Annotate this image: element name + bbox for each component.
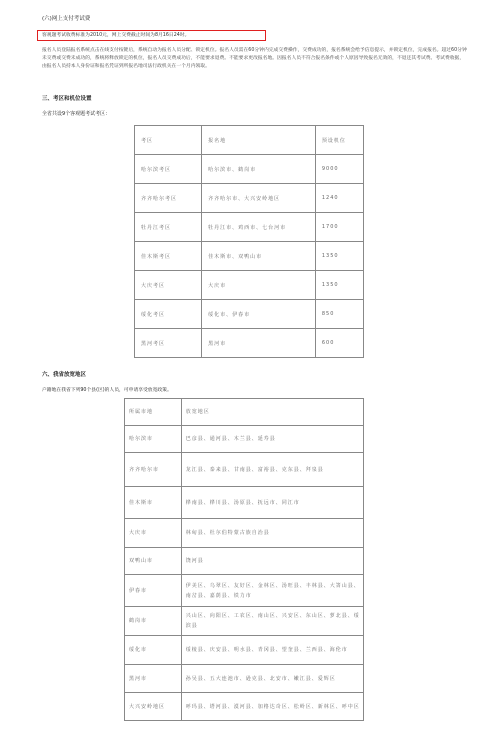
table-cell: 牡丹江考区	[135, 213, 202, 242]
table-cell: 大庆考区	[135, 271, 202, 300]
table-cell: 齐齐哈尔市	[125, 453, 182, 487]
table-cell: 600	[315, 329, 363, 358]
table-cell: 1350	[315, 271, 363, 300]
payment-paragraph: 报名人员登陆报名系统点击在线支付按键后，系统自动为报名人员分配、锁定机位。报名人员需在60分钟内完成交费操作，交费成功的，报名系统会给予信息提示，并锁定机位，完成报名。超过60分钟未交费或交费未成功的，系统将释放锁定的机位，报名人员交费成功后，不能要求退费。不能要求更改报名地。因报名人员不符合报名条件或个人原因导致报名无效的，不退还其考试费。考试费收据，由报名人员持本人身份证和报名凭证到所报名地司法行政机关在一个月内领取。	[42, 48, 467, 69]
table-cell: 绥化市、伊春市	[202, 300, 316, 329]
table-row	[135, 329, 364, 358]
table-cell: 巴彦县、通河县、木兰县、延寿县	[181, 426, 363, 453]
exam-area-table	[134, 125, 364, 358]
table-cell: 绥化考区	[135, 300, 202, 329]
table-row	[135, 300, 364, 329]
exam-intro: 全省共设9个客观题考试考区：	[42, 111, 111, 117]
table-cell: 1700	[315, 213, 363, 242]
table-cell: 牡丹江市、鸡西市、七台河市	[202, 213, 316, 242]
table-cell: 哈尔滨考区	[135, 155, 202, 184]
table-cell: 伊美区、乌翠区、友好区、金林区、汤旺县、丰林县、大箐山县、南岔县、嘉荫县、铁力市	[181, 575, 363, 607]
table-cell: 鹤岗市	[125, 607, 182, 636]
relax-section-title: 六、我省放宽地区	[42, 372, 87, 378]
table-row	[135, 213, 364, 242]
table-row	[125, 693, 364, 721]
table-cell: 林甸县、杜尔伯特蒙古族自治县	[181, 519, 363, 548]
table-row	[125, 575, 364, 607]
table-cell: 佳木斯考区	[135, 242, 202, 271]
table-cell: 绥棱县、庆安县、明水县、青冈县、望奎县、兰西县、海伦市	[181, 636, 363, 665]
table-cell: 大兴安岭地区	[125, 693, 182, 721]
table-row	[125, 548, 364, 575]
table-header-row	[125, 399, 364, 426]
table-cell: 绥化市	[125, 636, 182, 665]
table-row	[125, 636, 364, 665]
table-cell: 850	[315, 300, 363, 329]
table-cell: 哈尔滨市	[125, 426, 182, 453]
table-cell: 黑河市	[125, 665, 182, 693]
table-cell: 呼玛县、塔河县、漠河县、加格达奇区、松岭区、新林区、呼中区	[181, 693, 363, 721]
table-cell: 双鸭山市	[125, 548, 182, 575]
relax-area-table	[124, 398, 364, 721]
header-cell: 所属市地	[125, 399, 182, 426]
table-cell: 1350	[315, 242, 363, 271]
header-cell: 预设机位	[315, 126, 363, 155]
table-cell: 大庆市	[202, 271, 316, 300]
table-row	[125, 519, 364, 548]
payment-section-title: (六)网上支付考试费	[42, 16, 91, 22]
table-cell: 9000	[315, 155, 363, 184]
table-cell: 黑河考区	[135, 329, 202, 358]
table-row	[135, 242, 364, 271]
table-row	[125, 426, 364, 453]
table-cell: 1240	[315, 184, 363, 213]
table-cell: 佳木斯市	[125, 487, 182, 519]
table-header-row	[135, 126, 364, 155]
header-cell: 放宽地区	[181, 399, 363, 426]
table-cell: 孙吴县、五大连池市、逊克县、北安市、嫩江县、爱辉区	[181, 665, 363, 693]
header-cell: 考区	[135, 126, 202, 155]
table-row	[135, 271, 364, 300]
relax-intro: 户籍地在我省下列90个县(区)的人员，可申请享受放宽政策。	[42, 388, 172, 393]
table-row	[135, 155, 364, 184]
table-cell: 哈尔滨市、鹤岗市	[202, 155, 316, 184]
table-cell: 齐齐哈尔市、大兴安岭地区	[202, 184, 316, 213]
fee-notice-box: 客观题考试收费标准为2010元，网上交费截止时间为8月16日24时。	[37, 30, 266, 41]
table-cell: 饶河县	[181, 548, 363, 575]
table-cell: 兴山区、向阳区、工农区、南山区、兴安区、东山区、萝北县、绥滨县	[181, 607, 363, 636]
header-cell: 报名地	[202, 126, 316, 155]
table-cell: 龙江县、泰来县、甘南县、富裕县、克东县、拜泉县	[181, 453, 363, 487]
table-row	[125, 487, 364, 519]
table-row	[135, 184, 364, 213]
table-cell: 佳木斯市、双鸭山市	[202, 242, 316, 271]
table-cell: 伊春市	[125, 575, 182, 607]
table-row	[125, 453, 364, 487]
table-cell: 齐齐哈尔考区	[135, 184, 202, 213]
table-cell: 黑河市	[202, 329, 316, 358]
table-row	[125, 665, 364, 693]
table-row	[125, 607, 364, 636]
table-cell: 大庆市	[125, 519, 182, 548]
table-cell: 桦南县、桦川县、汤原县、抚远市、同江市	[181, 487, 363, 519]
exam-section-title: 三、考区和机位设置	[42, 96, 92, 102]
